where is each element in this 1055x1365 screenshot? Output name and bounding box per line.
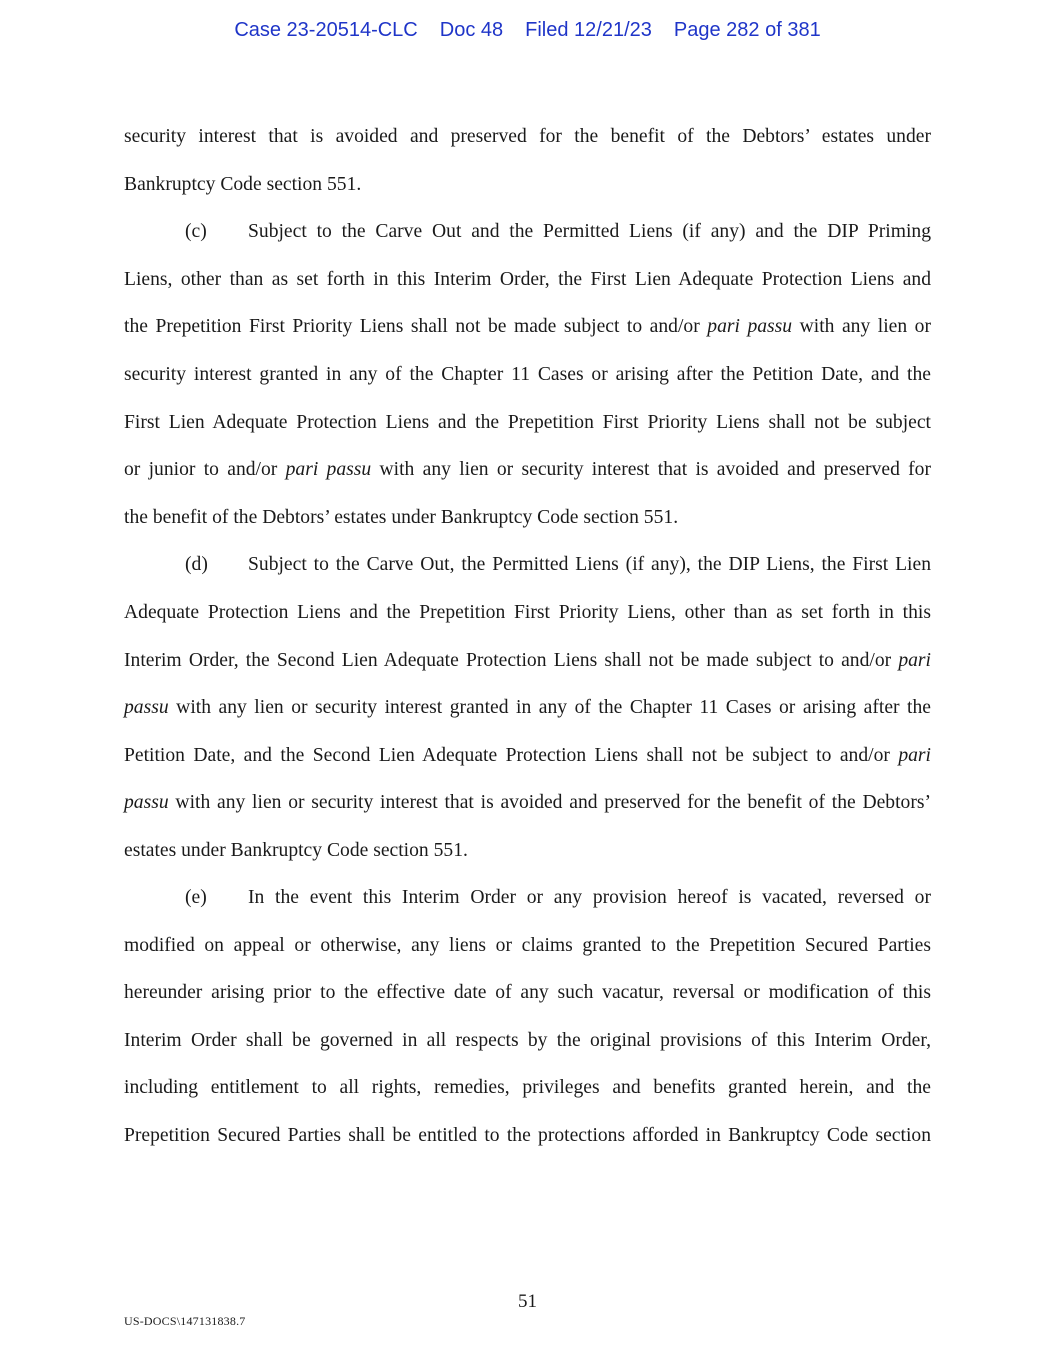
body-line: including entitlement to all rights, remedies, privileges and benefits granted herein, and the	[124, 1077, 931, 1098]
body-line: Prepetition Secured Parties shall be entitled to the protections afforded in Bankruptcy Code section	[124, 1125, 931, 1146]
paragraph-marker-c: (c)	[185, 221, 207, 242]
body-line: Bankruptcy Code section 551.	[124, 174, 362, 195]
body-line: modified on appeal or otherwise, any liens or claims granted to the Prepetition Secured Parties	[124, 935, 931, 956]
italic-term: pari	[898, 745, 931, 766]
body-line: security interest that is avoided and preserved for the benefit of the Debtors’ estates under	[124, 126, 931, 147]
body-line: Interim Order shall be governed in all respects by the original provisions of this Interim Order,	[124, 1030, 931, 1051]
italic-term: passu	[124, 697, 169, 718]
paragraph-e-first-line	[185, 886, 931, 910]
body-line: hereunder arising prior to the effective date of any such vacatur, reversal or modification of this	[124, 982, 931, 1003]
document-id: US-DOCS\147131838.7	[124, 1314, 246, 1328]
body-line: the Prepetition First Priority Liens shall not be made subject to and/or pari passu with any lien or	[124, 316, 932, 337]
body-line: Adequate Protection Liens and the Prepetition First Priority Liens, other than as set forth in this	[124, 602, 931, 623]
italic-term: passu	[124, 792, 169, 813]
page-count: Page 282 of 381	[673, 19, 821, 41]
body-line: security interest granted in any of the Chapter 11 Cases or arising after the Petition Date, and the	[124, 364, 931, 385]
paragraph-d-first-line	[185, 553, 931, 577]
body-line: passu with any lien or security interest granted in any of the Chapter 11 Cases or arising after the	[124, 697, 931, 718]
page-number: 51	[518, 1291, 537, 1312]
body-line: estates under Bankruptcy Code section 551.	[124, 840, 468, 861]
body-line: passu with any lien or security interest that is avoided and preserved for the benefit of the Debtors’	[124, 792, 931, 813]
body-line-text: In the event this Interim Order or any provision hereof is vacated, reversed or	[248, 887, 931, 908]
body-line-text: Subject to the Carve Out and the Permitted Liens (if any) and the DIP Priming	[248, 221, 931, 242]
case-number: Case 23-20514-CLC	[234, 19, 418, 41]
body-line: Interim Order, the Second Lien Adequate Protection Liens shall not be made subject to and/or pari	[124, 650, 931, 671]
italic-term: pari	[898, 650, 931, 671]
body-line: or junior to and/or pari passu with any lien or security interest that is avoided and preserved for	[124, 459, 932, 480]
paragraph-marker-e: (e)	[185, 887, 207, 908]
italic-term: pari passu	[285, 459, 372, 480]
body-line: First Lien Adequate Protection Liens and the Prepetition First Priority Liens shall not be subject	[124, 412, 931, 433]
paragraph-marker-d: (d)	[185, 554, 208, 575]
body-line: Liens, other than as set forth in this Interim Order, the First Lien Adequate Protection Liens and	[124, 269, 931, 290]
italic-term: pari passu	[707, 316, 793, 337]
court-filing-header	[0, 19, 1055, 42]
body-line: Petition Date, and the Second Lien Adequate Protection Liens shall not be subject to and/or pari	[124, 745, 931, 766]
docket-number: Doc 48	[439, 19, 504, 41]
body-line: the benefit of the Debtors’ estates under Bankruptcy Code section 551.	[124, 507, 679, 528]
body-line-text: Subject to the Carve Out, the Permitted Liens (if any), the DIP Liens, the First Lien	[248, 554, 931, 575]
paragraph-c-first-line	[185, 220, 931, 244]
filed-date: Filed 12/21/23	[525, 19, 652, 41]
